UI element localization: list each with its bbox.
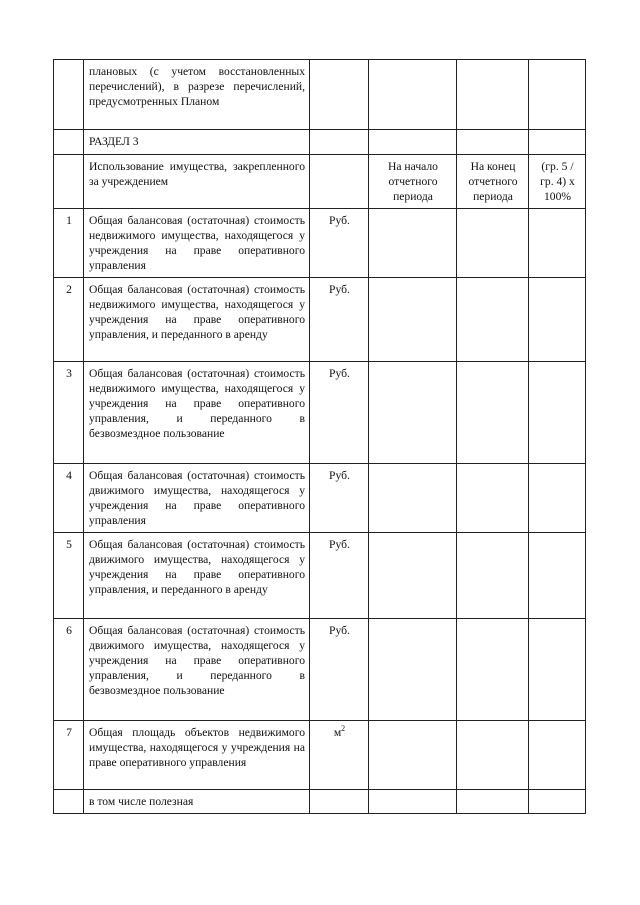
header-ratio: (гр. 5 / гр. 4) x 100% [529, 155, 586, 209]
report-table [53, 59, 586, 814]
value-cell-end [457, 721, 529, 790]
header-unit-cell [310, 155, 369, 209]
value-cell-ratio [529, 464, 586, 533]
row-number: 2 [54, 278, 84, 362]
table-row-last [54, 790, 586, 814]
unit-cell [310, 130, 369, 155]
value-cell-start [369, 60, 457, 130]
header-period-start: На начало отчетного периода [369, 155, 457, 209]
row-description: плановых (с учетом восстановленных перечислений), в разрезе перечислений, предусмотренных Планом [84, 60, 310, 130]
value-cell-start [369, 790, 457, 814]
unit-text: м [333, 726, 342, 739]
header-description: Использование имущества, закрепленного за учреждением [84, 155, 310, 209]
table-row [54, 721, 586, 790]
value-cell-ratio [529, 209, 586, 278]
value-cell-ratio [529, 60, 586, 130]
value-cell-ratio [529, 278, 586, 362]
row-unit: Руб. [310, 619, 369, 721]
row-description: в том числе полезная [84, 790, 310, 814]
row-unit [310, 721, 369, 790]
value-cell-end [457, 790, 529, 814]
value-cell-end [457, 209, 529, 278]
row-description: Общая балансовая (остаточная) стоимость движимого имущества, находящегося у учреждения на праве оперативного управления [84, 464, 310, 533]
value-cell-ratio [529, 533, 586, 619]
row-description: Общая балансовая (остаточная) стоимость движимого имущества, находящегося у учреждения на праве оперативного управления, и переданного в аренду [84, 533, 310, 619]
row-unit: Руб. [310, 464, 369, 533]
value-cell-start [369, 464, 457, 533]
value-cell-end [457, 278, 529, 362]
section-row [54, 130, 586, 155]
unit-cell [310, 60, 369, 130]
value-cell-ratio [529, 790, 586, 814]
table-row [54, 209, 586, 278]
row-number: 7 [54, 721, 84, 790]
value-cell-start [369, 130, 457, 155]
row-number: 4 [54, 464, 84, 533]
value-cell-end [457, 130, 529, 155]
row-description: Общая балансовая (остаточная) стоимость недвижимого имущества, находящегося у учреждения на праве оперативного управления, и переданного в безвозмездное пользование [84, 362, 310, 464]
table-row [54, 533, 586, 619]
row-number-cell [54, 130, 84, 155]
row-description: Общая балансовая (остаточная) стоимость недвижимого имущества, находящегося у учреждения на праве оперативного управления [84, 209, 310, 278]
row-description: Общая балансовая (остаточная) стоимость недвижимого имущества, находящегося у учреждения на праве оперативного управления, и переданного в аренду [84, 278, 310, 362]
unit-superscript: 2 [341, 724, 346, 734]
row-number-cell [54, 155, 84, 209]
value-cell-end [457, 619, 529, 721]
row-unit: Руб. [310, 278, 369, 362]
row-unit: Руб. [310, 533, 369, 619]
value-cell-end [457, 60, 529, 130]
row-number: 6 [54, 619, 84, 721]
row-unit: Руб. [310, 209, 369, 278]
value-cell-end [457, 464, 529, 533]
section-title: РАЗДЕЛ 3 [84, 130, 310, 155]
value-cell-start [369, 619, 457, 721]
row-number-cell [54, 60, 84, 130]
row-number-cell [54, 790, 84, 814]
value-cell-ratio [529, 362, 586, 464]
row-number: 1 [54, 209, 84, 278]
value-cell-end [457, 362, 529, 464]
table-row [54, 464, 586, 533]
table-row [54, 362, 586, 464]
value-cell-start [369, 278, 457, 362]
value-cell-ratio [529, 130, 586, 155]
row-unit: Руб. [310, 362, 369, 464]
row-number: 3 [54, 362, 84, 464]
table-row [54, 619, 586, 721]
value-cell-ratio [529, 721, 586, 790]
row-description: Общая балансовая (остаточная) стоимость движимого имущества, находящегося у учреждения на праве оперативного управления, и переданного в безвозмездное пользование [84, 619, 310, 721]
header-period-end: На конец отчетного периода [457, 155, 529, 209]
row-number: 5 [54, 533, 84, 619]
value-cell-ratio [529, 619, 586, 721]
unit-cell [310, 790, 369, 814]
header-row [54, 155, 586, 209]
value-cell-start [369, 209, 457, 278]
value-cell-start [369, 362, 457, 464]
table-row [54, 278, 586, 362]
value-cell-start [369, 721, 457, 790]
row-description: Общая площадь объектов недвижимого имущества, находящегося у учреждения на праве оперативного управления [84, 721, 310, 790]
table-row-top [54, 60, 586, 130]
value-cell-start [369, 533, 457, 619]
value-cell-end [457, 533, 529, 619]
